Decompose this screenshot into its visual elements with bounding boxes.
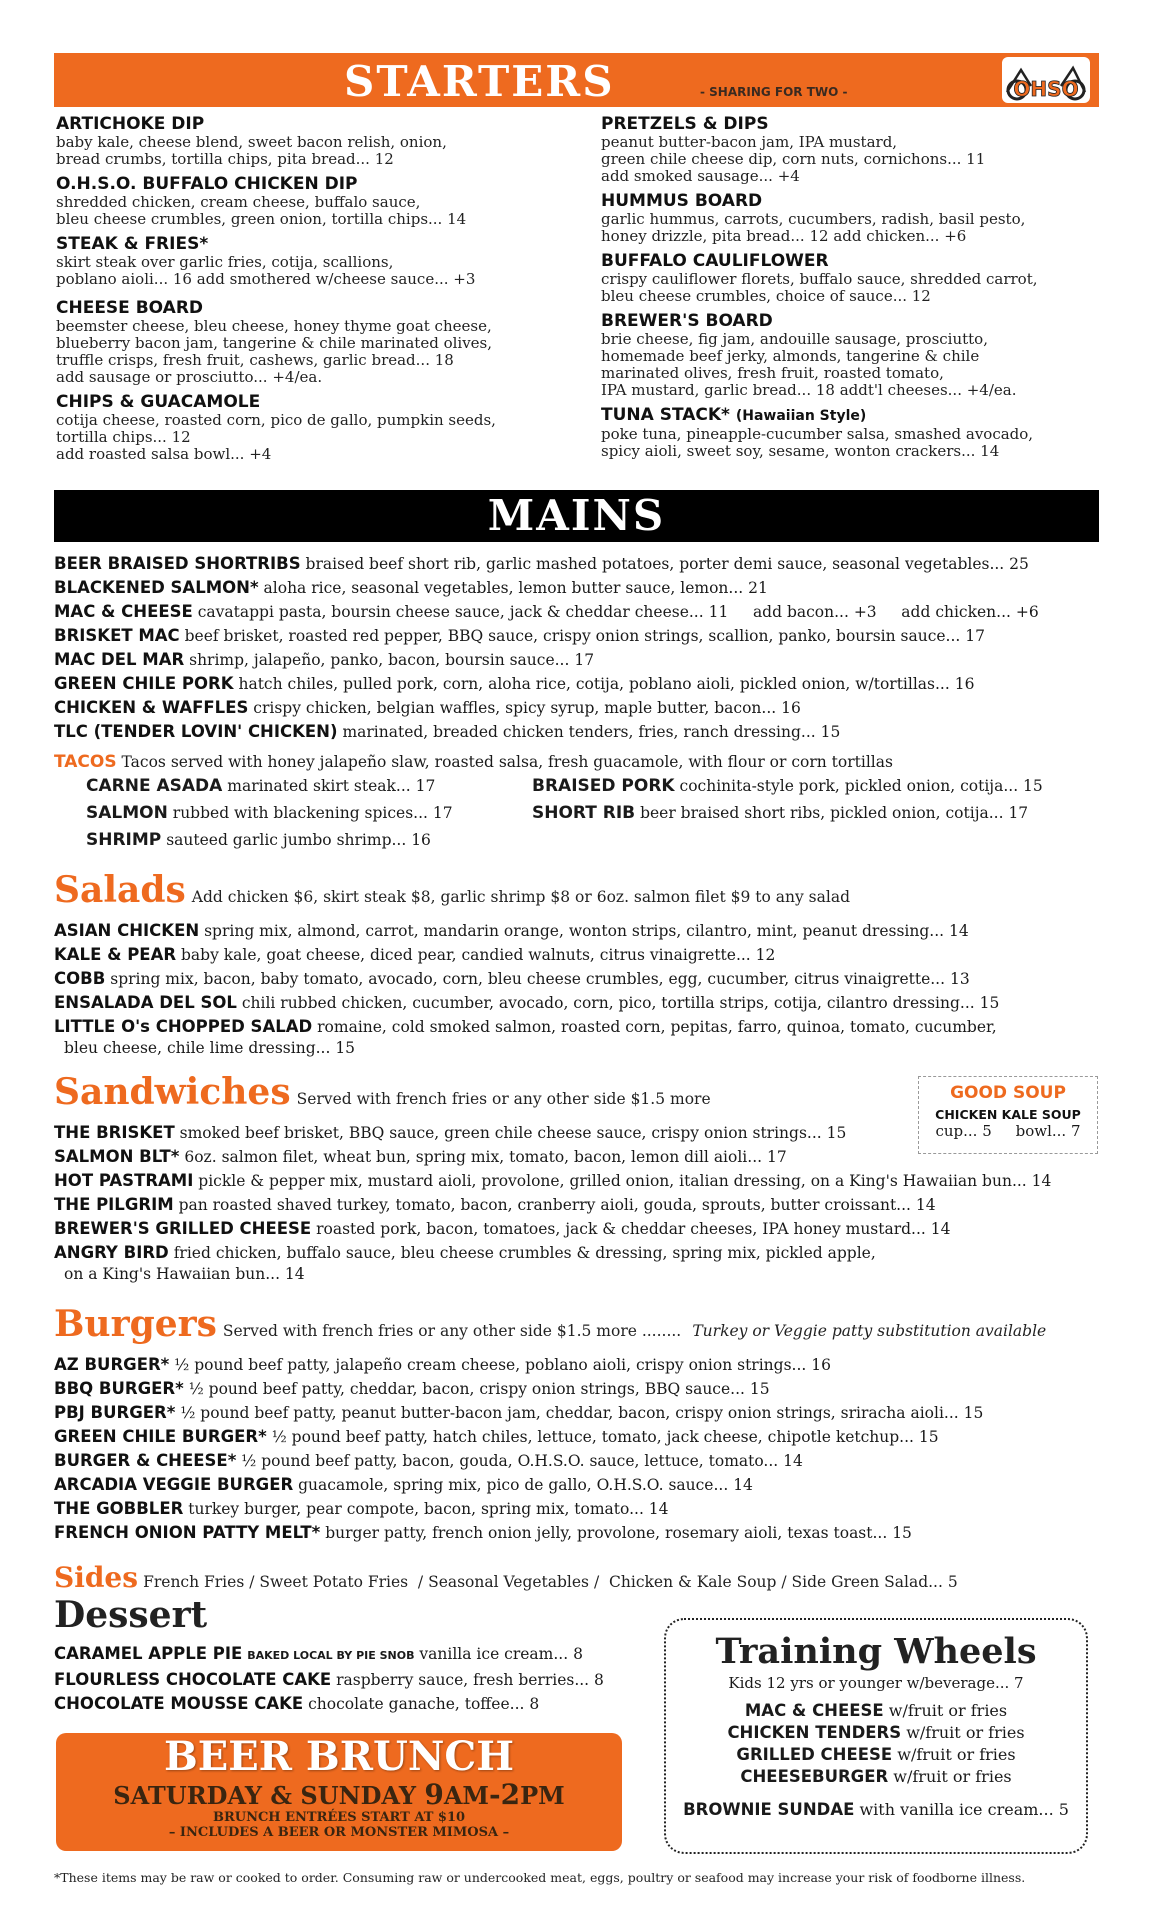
burger-name: AZ BURGER* [54,1355,170,1374]
brunch-note-2: – INCLUDES A BEER OR MONSTER MIMOSA – [168,1825,510,1840]
burger-item [54,1401,1114,1425]
training-wheels-box [664,1618,1088,1854]
kids-item-desc: w/fruit or fries [906,1723,1025,1742]
main-item [54,624,1114,648]
salad-desc: spring mix, bacon, baby tomato, avocado, corn, bleu cheese crumbles, egg, cucumber, citrus vinaigrette... 13 [110,970,970,988]
sandwich-item [54,1169,1114,1193]
sides-note: French Fries / Sweet Potato Fries / Seasonal Vegetables / Chicken & Kale Soup / Side Green Salad... 5 [143,1573,958,1591]
dessert-name: CHOCOLATE MOUSSE CAKE [54,1694,304,1713]
salads-title: Salads [54,869,186,911]
dessert-desc: chocolate ganache, toffee... 8 [308,1695,540,1713]
starter-name-paren: (Hawaiian Style) [735,408,867,424]
main-desc: cavatappi pasta, boursin cheese sauce, jack & cheddar cheese... 11 add bacon... +3 add chicken... +6 [197,603,1039,621]
main-item [54,576,1114,600]
salad-desc: spring mix, almond, carrot, mandarin orange, wonton strips, cilantro, mint, peanut dressing... 14 [204,922,969,940]
starter-desc: garlic hummus, carrots, cucumbers, radish, basil pesto, honey drizzle, pita bread... 12 add chicken... +6 [601,210,1026,245]
burger-item [54,1377,1114,1401]
mains-banner [54,490,1099,542]
burger-item [54,1497,1114,1521]
taco-name: SHORT RIB [532,803,636,823]
starter-desc: beemster cheese, bleu cheese, honey thyme goat cheese, blueberry bacon jam, tangerine & chile marinated olives, truffle crisps, fresh fruit, cashews, garlic bread... 18 add sausage or prosciutto... +4/ea. [56,317,493,386]
good-soup-title: GOOD SOUP [950,1083,1066,1103]
salad-item [54,1015,1114,1039]
starters-left-column [56,114,566,469]
sandwich-name: SALMON BLT* [54,1147,180,1166]
sandwich-name: ANGRY BIRD [54,1243,169,1262]
starter-desc: skirt steak over garlic fries, cotija, scallions, poblano aioli... 16 add smothered w/cheese sauce... +3 [56,253,476,288]
starters-right-column [601,114,1111,466]
sandwich-desc: fried chicken, buffalo sauce, bleu cheese crumbles & dressing, spring mix, pickled apple, [173,1244,876,1262]
dessert-item [54,1668,654,1692]
burger-name: THE GOBBLER [54,1499,184,1518]
taco-desc: marinated skirt steak... 17 [227,777,436,795]
salad-item [54,943,1114,967]
kids-item-name: MAC & CHEESE [744,1701,884,1720]
tacos-header [54,750,1114,774]
taco-name: BRAISED PORK [532,776,675,796]
mains-list [54,552,1114,744]
kids-brownie-desc: with vanilla ice cream... 5 [859,1800,1069,1819]
burger-desc: ½ pound beef patty, jalapeño cream cheese, poblano aioli, crispy onion strings... 16 [174,1356,831,1374]
brunch-end-hour: 2 [500,1778,521,1811]
beer-brunch-box [56,1733,622,1851]
starters-subtitle: - SHARING FOR TWO - [700,85,848,99]
ohso-logo [1001,56,1091,104]
starter-desc: brie cheese, fig jam, andouille sausage, prosciutto, homemade beef jerky, almonds, tangerine & chile marinated olives, fresh fruit, roasted tomato, IPA mustard, garlic bread... 18 addt'l cheeses... +4/ea. [601,330,1017,399]
taco-item [86,803,453,823]
dessert-title: Dessert [54,1594,208,1636]
good-soup-name: CHICKEN KALE SOUP [935,1107,1081,1122]
starter-name: O.H.S.O. BUFFALO CHICKEN DIP [56,174,358,194]
kids-brownie-name: BROWNIE SUNDAE [683,1800,855,1819]
burger-name: BBQ BURGER* [54,1379,184,1398]
raw-food-disclaimer: *These items may be raw or cooked to order. Consuming raw or undercooked meat, eggs, poultry or seafood may increase your risk of foodborne illness. [54,1870,1026,1885]
burgers-sub: Turkey or Veggie patty substitution available [692,1322,1047,1340]
burger-item [54,1473,1114,1497]
tacos-heading: TACOS [54,752,117,772]
starter-name: ARTICHOKE DIP [56,114,205,134]
starter-item [56,298,566,386]
sandwich-desc: pan roasted shaved turkey, tomato, bacon, cranberry aioli, gouda, sprouts, butter croissant... 14 [178,1196,936,1214]
burgers-title: Burgers [54,1303,217,1345]
salads-header [54,868,1114,919]
starter-name: STEAK & FRIES* [56,234,209,254]
taco-item [86,830,431,850]
starter-desc: peanut butter-bacon jam, IPA mustard, green chile cheese dip, corn nuts, cornichons... 11 add smoked sausage... +4 [601,133,986,185]
salad-name: LITTLE O's CHOPPED SALAD [54,1017,313,1036]
starter-desc: baby kale, cheese blend, sweet bacon relish, onion, bread crumbs, tortilla chips, pita bread... 12 [56,133,447,168]
main-name: BLACKENED SALMON* [54,578,259,597]
starter-name: PRETZELS & DIPS [601,114,769,134]
sandwich-name: THE PILGRIM [54,1195,174,1214]
burger-desc: turkey burger, pear compote, bacon, spring mix, tomato... 14 [188,1500,669,1518]
salad-desc: baby kale, goat cheese, diced pear, candied walnuts, citrus vinaigrette... 12 [181,946,776,964]
main-item [54,552,1114,576]
brunch-title: BEER BRUNCH [163,1733,515,1780]
salad-name: ENSALADA DEL SOL [54,993,237,1012]
taco-item [532,803,1028,823]
brunch-time [56,1778,622,1811]
taco-desc: cochinita-style pork, pickled onion, cotija... 15 [679,777,1043,795]
main-item [54,648,1114,672]
starter-item [56,392,566,463]
taco-desc: sauteed garlic jumbo shrimp... 16 [166,831,431,849]
salad-desc: chili rubbed chicken, cucumber, avocado, corn, pico, tortilla strips, cotija, cilantro dressing... 15 [241,994,1000,1012]
burger-desc: ½ pound beef patty, bacon, gouda, O.H.S.O. sauce, lettuce, tomato... 14 [241,1452,803,1470]
sandwich-item [54,1217,1114,1241]
starter-item [56,234,566,288]
starter-item [56,114,566,168]
starters-banner [54,53,1099,107]
training-wheels-title: Training Wheels [715,1631,1037,1672]
kids-item [666,1700,1086,1722]
main-name: MAC DEL MAR [54,650,185,669]
sandwiches-note: Served with french fries or any other side $1.5 more [296,1090,711,1108]
kids-brownie-item [666,1800,1086,1819]
sides-title: Sides [54,1561,139,1594]
brunch-note-1: BRUNCH ENTRÉES START AT $10 [212,1810,466,1825]
main-desc: beef brisket, roasted red pepper, BBQ sauce, crispy onion strings, scallion, panko, boursin sauce... 17 [184,627,985,645]
main-item [54,600,1114,624]
main-desc: shrimp, jalapeño, panko, bacon, boursin sauce... 17 [189,651,595,669]
starter-item [601,251,1111,305]
tacos-section [54,750,1114,850]
taco-desc: rubbed with blackening spices... 17 [172,804,453,822]
starter-desc: crispy cauliflower florets, buffalo sauce, shredded carrot, bleu cheese crumbles, choice of sauce... 12 [601,270,1038,305]
burger-desc: ½ pound beef patty, cheddar, bacon, crispy onion strings, BBQ sauce... 15 [188,1380,770,1398]
burger-desc: guacamole, spring mix, pico de gallo, O.H.S.O. sauce... 14 [298,1476,753,1494]
sandwich-name: HOT PASTRAMI [54,1171,194,1190]
taco-item [532,776,1043,796]
sandwich-desc: 6oz. salmon filet, wheat bun, spring mix, tomato, bacon, lemon dill aioli... 17 [184,1148,787,1166]
kids-menu-list [666,1700,1086,1788]
starter-desc: shredded chicken, cream cheese, buffalo sauce, bleu cheese crumbles, green onion, tortilla chips... 14 [56,193,467,228]
training-wheels-sub: Kids 12 yrs or younger w/beverage... 7 [728,1674,1024,1692]
burger-item [54,1353,1114,1377]
burger-name: BURGER & CHEESE* [54,1451,237,1470]
main-desc: aloha rice, seasonal vegetables, lemon butter sauce, lemon... 21 [263,579,768,597]
starter-item [601,114,1111,185]
starter-name: HUMMUS BOARD [601,191,763,211]
kids-item-desc: w/fruit or fries [893,1767,1012,1786]
kids-item [666,1744,1086,1766]
burgers-section [54,1302,1114,1545]
burger-name: FRENCH ONION PATTY MELT* [54,1523,321,1542]
kids-item [666,1722,1086,1744]
main-name: BRISKET MAC [54,626,180,645]
burger-name: GREEN CHILE BURGER* [54,1427,267,1446]
burger-item [54,1521,1114,1545]
starter-item [56,174,566,228]
taco-item [86,776,435,796]
taco-desc: beer braised short ribs, pickled onion, cotija... 17 [640,804,1029,822]
starter-name [601,405,1111,426]
main-item [54,672,1114,696]
brunch-start-hour: 9 [424,1778,444,1811]
sandwich-item [54,1241,1114,1265]
taco-name: SALMON [86,803,168,823]
burger-desc: ½ pound beef patty, peanut butter-bacon jam, cheddar, bacon, crispy onion strings, sriracha aioli... 15 [180,1404,984,1422]
burger-item [54,1449,1114,1473]
sandwich-desc: pickle & pepper mix, mustard aioli, provolone, grilled onion, italian dressing, on a King's Hawaiian bun... 14 [198,1172,1052,1190]
salad-item [54,919,1114,943]
sandwich-desc: roasted pork, bacon, tomatoes, jack & cheddar cheeses, IPA honey mustard... 14 [316,1220,951,1238]
salad-desc-cont: bleu cheese, chile lime dressing... 15 [64,1039,356,1057]
svg-text:OHSO: OHSO [1013,77,1079,101]
sandwich-item [54,1193,1114,1217]
dessert-desc: vanilla ice cream... 8 [419,1645,583,1663]
starter-name: BREWER'S BOARD [601,311,773,331]
main-name: CHICKEN & WAFFLES [54,698,249,717]
mains-title: MAINS [487,491,666,540]
dessert-name: CARAMEL APPLE PIE [54,1644,243,1663]
sandwich-desc: smoked beef brisket, BBQ sauce, green chile cheese sauce, crispy onion strings... 15 [179,1124,847,1142]
salads-section [54,868,1114,1057]
starter-desc: poke tuna, pineapple-cucumber salsa, smashed avocado, spicy aioli, sweet soy, sesame, wonton crackers... 14 [601,425,1034,460]
burgers-note: Served with french fries or any other side $1.5 more ........ [222,1322,682,1340]
main-item [54,696,1114,720]
starters-title: STARTERS [344,57,615,106]
salad-name: KALE & PEAR [54,945,177,964]
kids-item-name: GRILLED CHEESE [736,1745,893,1764]
burger-item [54,1425,1114,1449]
salad-name: COBB [54,969,106,988]
main-desc: hatch chiles, pulled pork, corn, aloha rice, cotija, poblano aioli, pickled onion, w/tortillas... 16 [238,675,975,693]
dessert-desc: raspberry sauce, fresh berries... 8 [336,1671,604,1689]
brunch-am: AM [443,1781,489,1810]
main-desc: marinated, breaded chicken tenders, fries, ranch dressing... 15 [342,723,841,741]
dessert-baker: BAKED LOCAL BY PIE SNOB [247,1649,415,1662]
sandwich-name: BREWER'S GRILLED CHEESE [54,1219,312,1238]
brunch-dash: - [489,1778,501,1811]
taco-name: SHRIMP [86,830,162,850]
dessert-name: FLOURLESS CHOCOLATE CAKE [54,1670,332,1689]
main-name: TLC (TENDER LOVIN' CHICKEN) [54,722,338,741]
brunch-pm: PM [520,1781,565,1810]
main-desc: braised beef short rib, garlic mashed potatoes, porter demi sauce, seasonal vegetables... 25 [305,555,1029,573]
burger-desc: ½ pound beef patty, hatch chiles, lettuce, tomato, jack cheese, chipotle ketchup... 15 [271,1428,939,1446]
kids-item-desc: w/fruit or fries [897,1745,1016,1764]
starter-item [601,311,1111,399]
brunch-days: SATURDAY & SUNDAY [113,1781,416,1810]
kids-item-desc: w/fruit or fries [888,1701,1008,1720]
starter-item [601,405,1111,460]
dessert-item [54,1642,654,1668]
sandwiches-title: Sandwiches [54,1071,291,1113]
starter-name: CHIPS & GUACAMOLE [56,392,261,412]
starter-name: CHEESE BOARD [56,298,204,318]
sandwich-name: THE BRISKET [54,1123,175,1142]
kids-item [666,1766,1086,1788]
starter-item [601,191,1111,245]
kids-item-name: CHEESEBURGER [740,1767,889,1786]
salads-note: Add chicken $6, skirt steak $8, garlic shrimp $8 or 6oz. salmon filet $9 to any salad [191,888,851,906]
burger-name: ARCADIA VEGGIE BURGER [54,1475,294,1494]
starter-name-text: TUNA STACK* [601,405,730,425]
main-name: MAC & CHEESE [54,602,193,621]
starter-name: BUFFALO CAULIFLOWER [601,251,829,271]
tacos-note: Tacos served with honey jalapeño slaw, roasted salsa, fresh guacamole, with flour or corn tortillas [121,753,893,771]
main-item [54,720,1114,744]
salad-desc: romaine, cold smoked salmon, roasted corn, pepitas, farro, quinoa, tomato, cucumber, [317,1018,997,1036]
dessert-item [54,1692,654,1716]
main-name: GREEN CHILE PORK [54,674,234,693]
good-soup-box [918,1076,1098,1154]
main-name: BEER BRAISED SHORTRIBS [54,554,301,573]
salad-item [54,967,1114,991]
burgers-header [54,1302,1114,1353]
burger-desc: burger patty, french onion jelly, provolone, rosemary aioli, texas toast... 15 [325,1524,912,1542]
main-desc: crispy chicken, belgian waffles, spicy syrup, maple butter, bacon... 16 [253,699,801,717]
taco-name: CARNE ASADA [86,776,223,796]
good-soup-price: cup... 5 bowl... 7 [935,1122,1081,1140]
kids-item-name: CHICKEN TENDERS [727,1723,902,1742]
burger-name: PBJ BURGER* [54,1403,176,1422]
dessert-section [54,1592,654,1716]
sandwich-desc-cont: on a King's Hawaiian bun... 14 [64,1265,305,1283]
starter-desc: cotija cheese, roasted corn, pico de gallo, pumpkin seeds, tortilla chips... 12 add roasted salsa bowl... +4 [56,411,496,463]
salad-item [54,991,1114,1015]
salad-name: ASIAN CHICKEN [54,921,200,940]
